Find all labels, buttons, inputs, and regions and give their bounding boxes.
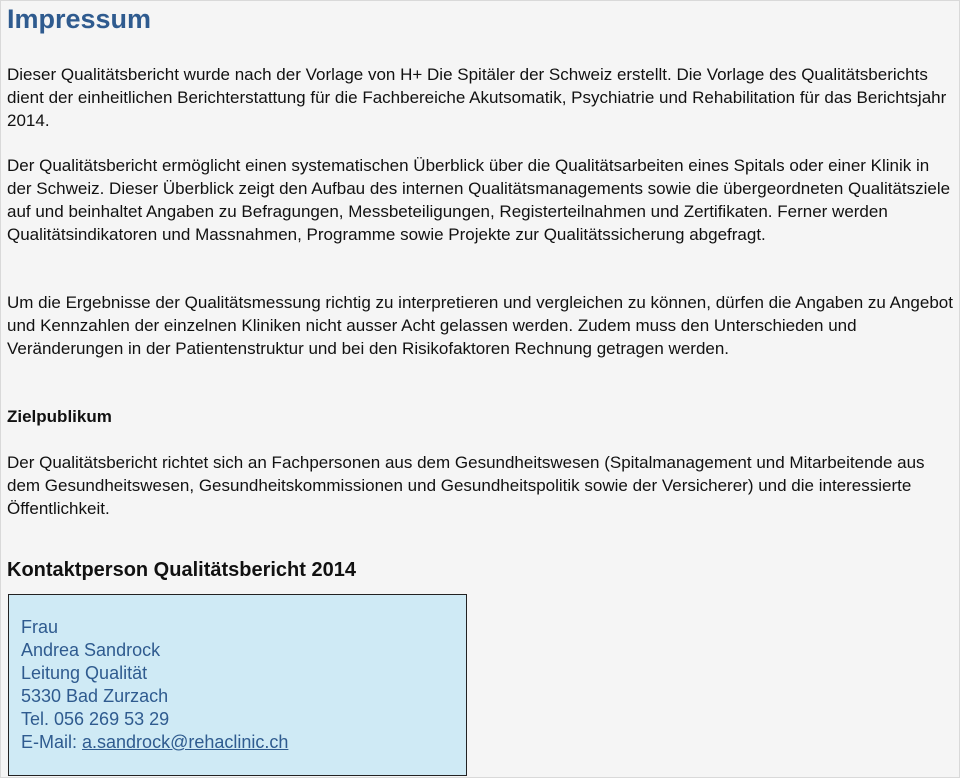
overview-paragraph: Der Qualitätsbericht ermöglicht einen systematischen Überblick über die Qualitätsarbeiten eines Spitals oder einer Klinik in der Schweiz. Dieser Überblick zeigt den Aufbau des internen Qualitätsmanagements sowie die übergeordneten Qualitätsziele auf und beinhaltet Angaben zu Befragungen, Messbeteiligungen, Registerteilnahmen und Zertifikaten. Ferner werden Qualitätsindikatoren und Massnahmen, Programme sowie Projekte zur Qualitätssicherung abgefragt.	[7, 156, 951, 244]
audience-heading: Zielpublikum	[7, 407, 112, 426]
contact-city: 5330 Bad Zurzach	[21, 686, 169, 706]
interpretation-paragraph: Um die Ergebnisse der Qualitätsmessung richtig zu interpretieren und vergleichen zu können, dürfen die Angaben zu Angebot und Kennzahlen der einzelnen Kliniken nicht ausser Acht gelassen werden. Zudem muss den Unterschieden und Veränderungen in der Patientenstruktur und bei den Risikofaktoren Rechnung getragen werden.	[7, 293, 953, 358]
contact-heading: Kontaktperson Qualitätsbericht 2014	[7, 559, 356, 581]
audience-paragraph: Der Qualitätsbericht richtet sich an Fachpersonen aus dem Gesundheitswesen (Spitalmanagement und Mitarbeitende aus dem Gesundheitswesen, Gesundheitskommissionen und Gesundheitspolitik sowie der Versicherer) und die interessierte Öffentlichkeit.	[7, 453, 925, 518]
page-title: Impressum	[7, 4, 152, 34]
contact-role: Leitung Qualität	[21, 663, 148, 683]
contact-email-row	[21, 731, 466, 754]
email-link[interactable]: a.sandrock@rehaclinic.ch	[82, 732, 289, 752]
contact-name: Andrea Sandrock	[21, 640, 161, 660]
contact-phone: Tel. 056 269 53 29	[21, 709, 170, 729]
contact-salutation: Frau	[21, 617, 59, 637]
contact-box	[8, 594, 467, 776]
intro-paragraph: Dieser Qualitätsbericht wurde nach der Vorlage von H+ Die Spitäler der Schweiz erstellt. Die Vorlage des Qualitätsberichts dient der einheitlichen Berichterstattung für die Fachbereiche Akutsomatik, Psychiatrie und Rehabilitation für das Berichtsjahr 2014.	[7, 65, 947, 130]
email-label: E-Mail:	[21, 732, 83, 752]
